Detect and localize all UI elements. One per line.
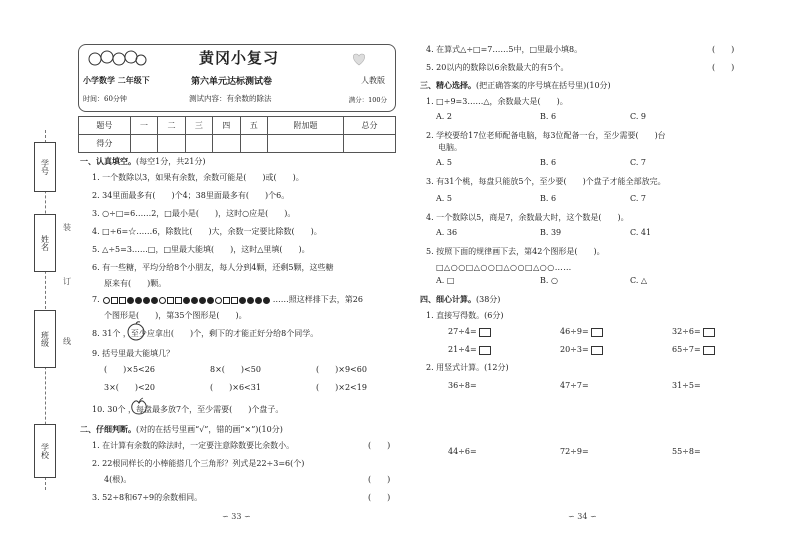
fill-question-3: 3. ○÷□=6……2，□最小是( )，这时○应是( )。 — [92, 209, 296, 218]
section-4-note: (38分) — [476, 295, 501, 304]
choice-question-2-line2: 电脑。 — [438, 143, 462, 152]
choice-question-1: 1. □÷9=3……△，余数最大是( )。 — [426, 97, 568, 106]
unit-title: 第六单元达标测试卷 — [191, 77, 273, 87]
fill-question-8: 8. 31个 ，至少应拿出( )个，剩下的才能正好分给8个同学。 — [92, 329, 319, 338]
fill-question-5: 5. △÷5=3……□，□里最大能填( )，这时△里填( )。 — [92, 245, 310, 254]
score-header-cell: 二 — [158, 117, 185, 135]
inequality-item: ( )×2<19 — [316, 383, 367, 392]
score-header-cell: 总分 — [344, 117, 396, 135]
direct-calc-item — [560, 326, 603, 337]
score-cell[interactable] — [130, 135, 157, 153]
inequality-item: ( )×6<31 — [210, 383, 261, 392]
direct-calc-expression: 46÷9= — [560, 327, 589, 336]
section-2-title — [80, 424, 283, 435]
page-number-right — [568, 512, 597, 521]
heart-icon — [351, 51, 367, 67]
section-3-heading: 三、精心选择。 — [420, 81, 476, 90]
page-number-left — [222, 512, 251, 521]
score-cell[interactable] — [344, 135, 396, 153]
subject-label: 小学数学 二年级下 — [83, 76, 150, 85]
direct-calc-expression: 65÷7= — [672, 345, 701, 354]
binding-strip — [30, 130, 70, 490]
vertical-calc-item: 55÷8= — [672, 447, 701, 456]
test-content-label: 测试内容：有余数的除法 — [189, 94, 272, 103]
vertical-calc-item: 47÷7= — [560, 381, 589, 390]
answer-box[interactable] — [591, 346, 603, 355]
judge-question-4: 4. 在算式△÷□=7……5中，□里最小填8。 — [426, 45, 583, 54]
section-1-title — [80, 156, 206, 167]
score-cell[interactable] — [213, 135, 240, 153]
choice-option[interactable]: B. 6 — [540, 194, 557, 203]
calc-question-1: 1. 直接写得数。(6分) — [426, 311, 504, 320]
choice-option[interactable]: A. 36 — [436, 228, 458, 237]
choice-question-4: 4. 一个数除以5，商是7，余数最大时，这个数是( )。 — [426, 213, 629, 222]
binding-char: 装 — [63, 223, 71, 232]
judge-question-5: 5. 20以内的数除以6余数最大的有5个。 — [426, 63, 569, 72]
fill-question-6-line2: 原来有( )颗。 — [104, 279, 167, 288]
apple-icon — [125, 321, 147, 341]
direct-calc-expression: 32÷6= — [672, 327, 701, 336]
fill-question-7-line2: 个图形是( )，第35个图形是( )。 — [104, 311, 247, 320]
judge-question-2-line2: 4(根)。 — [104, 475, 132, 484]
direct-calc-item — [672, 326, 715, 337]
vertical-calc-item: 31÷5= — [672, 381, 701, 390]
direct-calc-item — [560, 344, 603, 355]
answer-box[interactable] — [591, 328, 603, 337]
judge-question-3: 3. 52÷8和67÷9的余数相同。 — [92, 493, 203, 502]
fill-question-9: 9. 括号里最大能填几？ — [92, 349, 175, 358]
score-cell[interactable] — [158, 135, 185, 153]
score-header-cell: 附加题 — [267, 117, 343, 135]
score-table — [78, 116, 396, 153]
edition-label: 人教版 — [361, 76, 385, 85]
section-1-note: (每空1分，共21分) — [136, 157, 206, 166]
answer-box[interactable] — [703, 328, 715, 337]
choice-option[interactable]: A. 5 — [436, 158, 452, 167]
answer-box[interactable] — [479, 328, 491, 337]
choice-option[interactable]: A. □ — [436, 276, 455, 285]
score-header-cell: 四 — [213, 117, 240, 135]
judge-question-1: 1. 在计算有余数的除法时，一定要注意除数要比余数小。 — [92, 441, 295, 450]
section-3-note: (把正确答案的序号填在括号里)(10分) — [476, 81, 611, 90]
direct-calc-expression: 21÷4= — [448, 345, 477, 354]
binding-char: 订 — [63, 277, 71, 286]
judge-question-2-line1: 2. 22根同样长的小棒能搭几个三角形？列式是22÷3=6(个) — [92, 459, 305, 468]
question-number: 7. — [92, 295, 100, 304]
section-2-note: (对的在括号里画“√”，错的画“×”)(10分) — [136, 425, 283, 434]
fill-question-7-line1 — [92, 294, 363, 305]
section-1-heading: 一、认真填空。 — [80, 157, 136, 166]
vertical-calc-item: 44÷6= — [448, 447, 477, 456]
shape-sequence: □△○○□△○○□△○○□△○○…… — [436, 263, 572, 272]
school-box[interactable]: 学校 — [34, 424, 56, 478]
page-number-swirl-icon: ∽ — [222, 512, 229, 521]
choice-option[interactable]: C. △ — [630, 276, 648, 285]
inequality-item: ( )×5<26 — [104, 365, 155, 374]
choice-option[interactable]: B. 6 — [540, 112, 557, 121]
page-number-swirl-icon: ∽ — [243, 512, 251, 521]
page-number-swirl-icon: ∽ — [568, 512, 575, 521]
score-header-cell: 三 — [185, 117, 212, 135]
answer-paren[interactable]: ( ) — [368, 493, 391, 502]
binding-char: 线 — [63, 337, 71, 346]
pattern-suffix: ……照这样排下去，第26 — [272, 295, 363, 304]
direct-calc-item — [672, 344, 715, 355]
direct-calc-expression: 20÷3= — [560, 345, 589, 354]
score-cell[interactable] — [240, 135, 267, 153]
student-id-box[interactable]: 学号 — [34, 142, 56, 192]
fill-question-4: 4. □÷6=☆……6，除数比( )大，余数一定要比除数( )。 — [92, 227, 322, 236]
choice-option[interactable]: B. ○ — [540, 276, 558, 285]
score-header-cell: 一 — [130, 117, 157, 135]
direct-calc-expression: 27÷4= — [448, 327, 477, 336]
name-box[interactable]: 姓名 — [34, 214, 56, 272]
class-box[interactable]: 班级 — [34, 310, 56, 368]
choice-option[interactable]: C. 41 — [630, 228, 652, 237]
inequality-item: ( )×9<60 — [316, 365, 367, 374]
answer-paren[interactable]: ( ) — [368, 441, 391, 450]
vertical-calc-item: 72÷9= — [560, 447, 589, 456]
score-table-score-row — [79, 135, 396, 153]
page-number-swirl-icon: ∽ — [589, 512, 597, 521]
score-header-cell: 题号 — [79, 117, 131, 135]
inequality-item: 3×( )<20 — [104, 383, 155, 392]
answer-paren[interactable]: ( ) — [712, 45, 735, 54]
answer-paren[interactable]: ( ) — [368, 475, 391, 484]
answer-box[interactable] — [703, 346, 715, 355]
choice-option[interactable]: B. 6 — [540, 158, 557, 167]
answer-box[interactable] — [479, 346, 491, 355]
section-3-title — [420, 80, 611, 91]
section-4-heading: 四、细心计算。 — [420, 295, 476, 304]
section-4-title — [420, 294, 500, 305]
score-header-cell: 五 — [240, 117, 267, 135]
score-cell[interactable] — [267, 135, 343, 153]
section-2-heading: 二、仔细判断。 — [80, 425, 136, 434]
children-illustration — [87, 47, 147, 71]
fill-question-6-line1: 6. 有一些糖，平均分给8个小朋友，每人分到4颗，还剩5颗，这些糖 — [92, 263, 334, 272]
vertical-calc-item: 36÷8= — [448, 381, 477, 390]
exam-header — [78, 44, 396, 112]
choice-option[interactable]: C. 9 — [630, 112, 647, 121]
choice-option[interactable]: A. 2 — [436, 112, 452, 121]
choice-question-2-line1: 2. 学校要给17位老师配备电脑，每3位配备一台，至少需要( )台 — [426, 131, 666, 140]
page-number-value: 33 — [231, 512, 242, 521]
choice-question-3: 3. 有31个桃，每盘只能放5个，至少要( )个盘子才能全部放完。 — [426, 177, 666, 186]
choice-option[interactable]: B. 39 — [540, 228, 562, 237]
fill-question-10: 10. 30个 ，每盘最多放7个，至少需要( )个盘子。 — [92, 405, 284, 414]
choice-option[interactable]: C. 7 — [630, 194, 647, 203]
page-number-value: 34 — [577, 512, 588, 521]
choice-option[interactable]: C. 7 — [630, 158, 647, 167]
fill-question-1: 1. 一个数除以3，如果有余数，余数可能是( )或( )。 — [92, 173, 304, 182]
inequality-item: 8×( )<50 — [210, 365, 261, 374]
score-cell[interactable] — [185, 135, 212, 153]
fill-question-2: 2. 34里面最多有( )个4；38里面最多有( )个6。 — [92, 191, 290, 200]
time-label: 时间：60分钟 — [83, 95, 127, 103]
score-table-header-row — [79, 117, 396, 135]
choice-question-5: 5. 按照下面的规律画下去，第42个图形是( )。 — [426, 247, 605, 256]
direct-calc-item — [448, 344, 491, 355]
choice-option[interactable]: A. 5 — [436, 194, 452, 203]
full-mark-label: 满分：100分 — [348, 96, 387, 104]
score-row-label: 得分 — [79, 135, 131, 153]
brand-logo: 黄冈小复习 — [199, 49, 280, 67]
calc-question-2: 2. 用竖式计算。(12分) — [426, 363, 509, 372]
direct-calc-item — [448, 326, 491, 337]
shape-pattern — [102, 295, 273, 304]
answer-paren[interactable]: ( ) — [712, 63, 735, 72]
peach-icon — [128, 396, 150, 416]
